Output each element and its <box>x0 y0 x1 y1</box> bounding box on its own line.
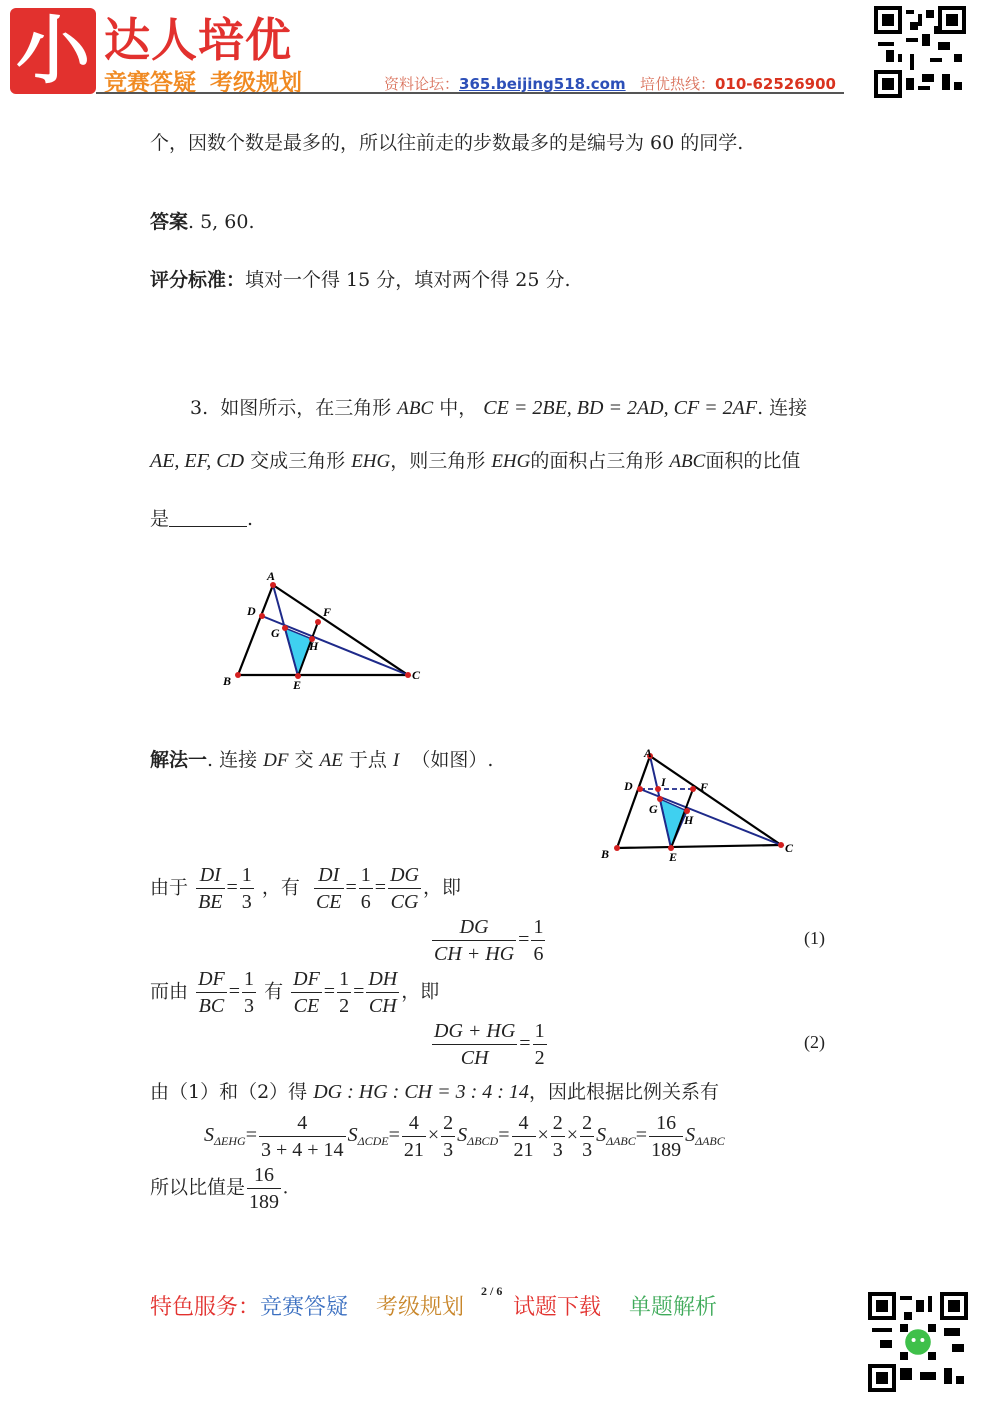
segment-cd <box>262 616 408 675</box>
problem-text: . 连接 <box>757 397 808 419</box>
hotline-number: 010-62526900 <box>714 75 836 93</box>
footer-link-competition[interactable]: 竞赛答疑 <box>260 1295 349 1320</box>
equation-1-number: (1) <box>804 928 825 948</box>
fraction: $\frac{DI}{BE}$ <box>198 864 223 913</box>
scoring-text: 填对一个得 15 分，填对两个得 25 分. <box>245 269 571 291</box>
problem-line-3 <box>150 504 253 531</box>
scoring-label: 评分标准： <box>150 269 246 291</box>
solution-text: . 连接 <box>207 749 258 771</box>
solution-text: 交 <box>294 749 314 771</box>
fraction: $\frac{DG}{CG}$ <box>390 864 419 913</box>
label-h: H <box>309 639 319 653</box>
label-e: E <box>669 850 678 864</box>
fraction: $\frac{DF}{BC}$ <box>198 968 225 1017</box>
prev-solution-text: 个，因数个数是最多的，所以往前走的步数最多的是编号为 60 的同学. <box>150 132 744 154</box>
triangle-abc <box>238 585 408 675</box>
header-divider <box>96 92 844 94</box>
fraction: $\frac{DI}{CE}$ <box>315 864 342 913</box>
fraction: $\frac{DG}{CH + HG}$ <box>434 916 515 965</box>
footer-label: 特色服务： <box>150 1295 261 1320</box>
answer-label: 答案 <box>150 211 189 233</box>
fraction: $\frac{1}{3}$ <box>244 968 255 1017</box>
math-i: I <box>392 750 400 771</box>
fraction: $\frac{DH}{CH}$ <box>368 968 398 1017</box>
solution-text: （如图）. <box>411 749 494 771</box>
solution-text: 所以比值是 <box>150 1176 246 1199</box>
solution-text: 有 <box>264 980 284 1003</box>
fraction: $\frac{DF}{CE}$ <box>293 968 320 1017</box>
problem-text: 面积的比值 <box>705 450 801 472</box>
fraction: $\frac{4}{21}$ <box>403 1112 424 1161</box>
footer-link-analysis[interactable]: 单题解析 <box>628 1295 717 1320</box>
math-ehg: EHG <box>351 451 391 472</box>
triangle-figure-1 <box>215 565 435 695</box>
label-b: B <box>601 847 610 861</box>
fraction: $\frac{2}{3}$ <box>582 1112 593 1161</box>
method-1-line <box>150 745 493 772</box>
scoring-line <box>150 265 571 292</box>
problem-text: 是 <box>150 508 170 530</box>
wechat-qr-code-icon <box>868 1292 968 1392</box>
math-conditions: CE = 2BE, BD = 2AD, CF = 2AF <box>483 397 758 419</box>
label-f: F <box>323 605 332 619</box>
hotline-label: 培优热线： <box>639 75 715 93</box>
qr-code-icon <box>874 6 966 98</box>
solution-text: ，即 <box>422 876 461 899</box>
math-abc: ABC <box>397 398 434 419</box>
solution-text: ，即 <box>401 980 440 1003</box>
problem-line-1 <box>190 393 807 420</box>
label-b: B <box>223 674 232 688</box>
math-ehg: EHG <box>491 451 531 472</box>
answer-value: . 5, 60. <box>188 211 255 233</box>
logo-mark: 小 <box>10 8 96 94</box>
problem-text: . <box>247 508 254 530</box>
label-g: G <box>271 626 280 640</box>
method-label: 解法一 <box>150 749 208 771</box>
footer-services <box>150 1290 717 1321</box>
conclusion-line: 所以比值是 $\frac{16}{189}$ . <box>150 1164 289 1213</box>
step-2-line: 而由 $\frac{DF}{BC}$ = $\frac{1}{3}$ 有 $\frac{DF}{CE}$ = $\frac{1}{2}$ = $\frac{DH}{CH}$ ，即 <box>150 968 440 1017</box>
equation-2-number: (2) <box>804 1032 825 1052</box>
problem-text: 如图所示，在三角形 <box>220 397 392 419</box>
label-c: C <box>412 668 421 682</box>
solution-text: ，有 <box>261 876 300 899</box>
label-e: E <box>293 678 302 692</box>
footer-link-download[interactable]: 试题下载 <box>512 1295 601 1320</box>
ratio-line <box>150 1077 719 1104</box>
fraction: $\frac{16}{189}$ <box>651 1112 682 1161</box>
label-h: H <box>684 813 694 827</box>
area-equation: $S_{\Delta EHG}=$ $\frac{4}{3 + 4 + 14}$ $S_{\Delta CDE}=$ $\frac{4}{21}$ × $\frac{2}{3}$ $S_{\Delta BCD}=$ $\frac{4}{21}$ × $\frac{2}{3}$ × $\frac{2}{3}$ $S_{\Delta ABC}=$ $\frac{16}{189}$ $S_{\Delta ABC}$ <box>204 1112 725 1161</box>
brand-title: 达人培优 <box>104 13 292 67</box>
label-a: A <box>644 746 653 760</box>
problem-text: 交成三角形 <box>250 450 346 472</box>
math-ratio: DG : HG : CH = 3 : 4 : 14 <box>313 1081 529 1103</box>
equation-2: $\frac{DG + HG}{CH}$ = $\frac{1}{2}$ <box>434 1020 545 1069</box>
solution-text: ，因此根据比例关系有 <box>528 1081 719 1103</box>
label-i: I <box>661 775 666 789</box>
problem-line-2 <box>150 446 800 473</box>
problem-number: 3. <box>190 397 209 419</box>
math-df: DF <box>263 750 289 771</box>
math-abc: ABC <box>669 451 706 472</box>
fraction: $\frac{1}{2}$ <box>339 968 350 1017</box>
brand-subtitle: 竞赛答疑 考级规划 <box>104 70 303 96</box>
header-info <box>384 73 836 94</box>
triangle-figure-2 <box>598 744 808 868</box>
label-d: D <box>247 604 256 618</box>
fraction: $\frac{1}{3}$ <box>241 864 252 913</box>
math-segments: AE, EF, CD <box>150 450 245 472</box>
fraction: $\frac{2}{3}$ <box>443 1112 454 1161</box>
label-a: A <box>267 569 276 583</box>
label-f: F <box>700 780 709 794</box>
forum-link[interactable]: 365.beijing518.com <box>459 75 626 93</box>
answer-line <box>150 207 254 234</box>
solution-text: 而由 <box>150 980 189 1003</box>
solution-text: 于点 <box>348 749 387 771</box>
label-c: C <box>785 841 794 855</box>
answer-blank <box>169 508 247 527</box>
step-1-line: 由于 $\frac{DI}{BE}$ = $\frac{1}{3}$ ，有 $\frac{DI}{CE}$ = $\frac{1}{6}$ = $\frac{DG}{CG}$ ，即 <box>150 864 461 913</box>
label-d: D <box>624 779 633 793</box>
fraction: $\frac{DG + HG}{CH}$ <box>434 1020 516 1069</box>
problem-text: 中， <box>439 397 478 419</box>
label-g: G <box>649 802 658 816</box>
fraction: $\frac{1}{6}$ <box>533 916 544 965</box>
problem-text: ，则三角形 <box>390 450 486 472</box>
solution-text: 由于 <box>150 876 189 899</box>
equation-1: $\frac{DG}{CH + HG}$ = $\frac{1}{6}$ <box>434 916 544 965</box>
fraction: $\frac{4}{21}$ <box>513 1112 534 1161</box>
solution-text: 由（1）和（2）得 <box>150 1081 308 1103</box>
fraction: $\frac{2}{3}$ <box>552 1112 563 1161</box>
fraction: $\frac{16}{189}$ <box>249 1164 280 1213</box>
footer-link-exam-plan[interactable]: 考级规划 <box>376 1295 465 1320</box>
fraction: $\frac{4}{3 + 4 + 14}$ <box>261 1112 344 1161</box>
problem-text: 的面积占三角形 <box>530 450 664 472</box>
forum-label: 资料论坛： <box>384 75 460 93</box>
fraction: $\frac{1}{2}$ <box>534 1020 545 1069</box>
page-number: 2 / 6 <box>481 1284 503 1298</box>
fraction: $\frac{1}{6}$ <box>360 864 371 913</box>
math-ae: AE <box>319 750 343 771</box>
